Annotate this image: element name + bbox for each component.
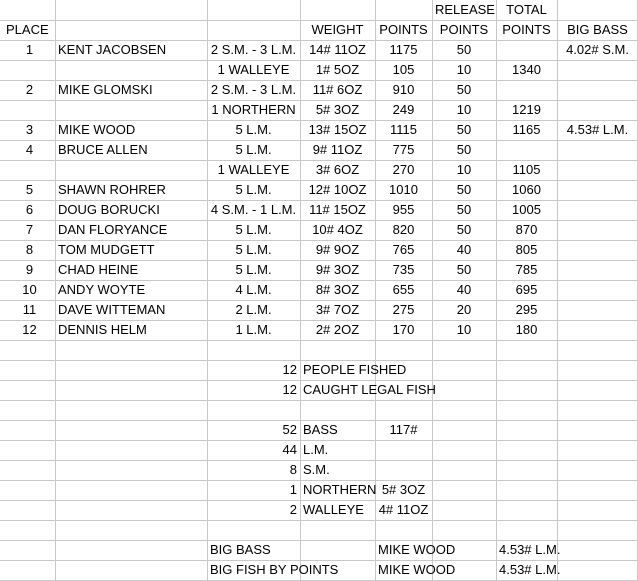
catch-cell: 5 L.M. bbox=[235, 122, 272, 137]
place-cell: 5 bbox=[25, 182, 34, 197]
release-points-cell: 40 bbox=[456, 282, 472, 297]
release-points-cell: 50 bbox=[456, 42, 472, 57]
summary-people-fished bbox=[0, 360, 638, 380]
northern-weight: 5# 3OZ bbox=[381, 482, 426, 497]
bass-label: BASS bbox=[303, 422, 338, 437]
header-release: RELEASE bbox=[435, 2, 495, 17]
release-points-cell: 10 bbox=[456, 102, 472, 117]
angler-name-cell: TOM MUDGETT bbox=[58, 242, 155, 257]
place-cell bbox=[4, 60, 55, 80]
award-big-bass-winner: MIKE WOOD bbox=[378, 542, 456, 557]
award-big-fish-label: BIG FISH BY POINTS bbox=[210, 562, 339, 577]
people-fished-count: 12 bbox=[282, 362, 297, 377]
weight-cell: 9# 3OZ bbox=[315, 262, 360, 277]
weight-cell: 3# 6OZ bbox=[315, 162, 360, 177]
big-bass-cell bbox=[557, 260, 638, 280]
total-points-cell bbox=[496, 140, 557, 160]
big-bass-cell: 4.02# S.M. bbox=[566, 42, 629, 57]
release-points-cell: 10 bbox=[456, 322, 472, 337]
caught-legal-count: 12 bbox=[282, 382, 297, 397]
summary-caught-legal bbox=[0, 380, 638, 400]
weight-cell: 13# 15OZ bbox=[308, 122, 367, 137]
big-bass-cell bbox=[557, 160, 638, 180]
weight-cell: 2# 2OZ bbox=[315, 322, 360, 337]
summary-walleye bbox=[0, 500, 638, 520]
total-points-cell: 695 bbox=[515, 282, 538, 297]
place-cell bbox=[4, 160, 55, 180]
big-bass-cell bbox=[557, 300, 638, 320]
table-row bbox=[0, 160, 638, 180]
total-points-cell bbox=[496, 40, 557, 60]
big-bass-cell bbox=[557, 80, 638, 100]
row-gridline bbox=[0, 340, 638, 341]
weight-cell: 11# 6OZ bbox=[312, 82, 363, 97]
total-points-cell: 1340 bbox=[512, 62, 541, 77]
total-points-cell: 1219 bbox=[512, 102, 541, 117]
points-cell: 170 bbox=[392, 322, 415, 337]
table-row bbox=[0, 280, 638, 300]
walleye-count: 2 bbox=[289, 502, 297, 517]
total-points-cell: 1105 bbox=[512, 162, 541, 177]
table-row bbox=[0, 180, 638, 200]
header-row-2 bbox=[0, 20, 638, 40]
place-cell: 12 bbox=[22, 322, 37, 337]
header-place: PLACE bbox=[6, 22, 49, 37]
big-bass-cell bbox=[557, 100, 638, 120]
catch-cell: 1 NORTHERN bbox=[211, 102, 296, 117]
summary-lm bbox=[0, 440, 638, 460]
big-bass-cell bbox=[557, 140, 638, 160]
weight-cell: 1# 5OZ bbox=[315, 62, 360, 77]
total-points-cell: 1005 bbox=[512, 202, 541, 217]
big-bass-cell bbox=[557, 220, 638, 240]
people-fished-label: PEOPLE FISHED bbox=[303, 362, 407, 377]
table-row bbox=[0, 40, 638, 60]
points-cell: 1115 bbox=[390, 122, 417, 137]
points-cell: 105 bbox=[392, 62, 415, 77]
big-bass-cell bbox=[557, 60, 638, 80]
points-cell: 775 bbox=[392, 142, 415, 157]
header-weight: WEIGHT bbox=[311, 22, 364, 37]
angler-name-cell: KENT JACOBSEN bbox=[58, 42, 167, 57]
northern-label: NORTHERN bbox=[303, 482, 377, 497]
points-cell: 955 bbox=[392, 202, 415, 217]
big-bass-cell bbox=[557, 320, 638, 340]
weight-cell: 11# 15OZ bbox=[309, 202, 366, 217]
points-cell: 735 bbox=[392, 262, 415, 277]
header-big-bass: BIG BASS bbox=[567, 22, 628, 37]
catch-cell: 5 L.M. bbox=[235, 262, 272, 277]
big-bass-cell bbox=[557, 240, 638, 260]
big-bass-cell bbox=[557, 180, 638, 200]
header-release-points: POINTS bbox=[439, 22, 489, 37]
header-total-points: POINTS bbox=[502, 22, 551, 37]
catch-cell: 5 L.M. bbox=[235, 182, 272, 197]
sm-count: 8 bbox=[289, 462, 297, 477]
walleye-label: WALLEYE bbox=[303, 502, 364, 517]
angler-name-cell: DAN FLORYANCE bbox=[58, 222, 168, 237]
place-cell: 4 bbox=[25, 142, 34, 157]
catch-cell: 2 L.M. bbox=[235, 302, 272, 317]
table-row bbox=[0, 80, 638, 100]
award-big-bass-value: 4.53# L.M. bbox=[499, 542, 561, 557]
header-total: TOTAL bbox=[506, 2, 547, 17]
total-points-cell: 785 bbox=[515, 262, 538, 277]
points-cell: 1010 bbox=[389, 182, 418, 197]
release-points-cell: 50 bbox=[456, 82, 472, 97]
place-cell: 11 bbox=[22, 302, 37, 317]
northern-count: 1 bbox=[289, 482, 297, 497]
catch-cell: 2 S.M. - 3 L.M. bbox=[210, 82, 297, 97]
catch-cell: 4 S.M. - 1 L.M. bbox=[210, 202, 297, 217]
points-cell: 249 bbox=[392, 102, 415, 117]
award-big-fish-value: 4.53# L.M. bbox=[499, 562, 561, 577]
table-row bbox=[0, 100, 638, 120]
angler-name-cell bbox=[55, 60, 207, 80]
release-points-cell: 50 bbox=[456, 262, 472, 277]
catch-cell: 5 L.M. bbox=[235, 242, 272, 257]
place-cell: 10 bbox=[22, 282, 37, 297]
points-cell: 655 bbox=[392, 282, 415, 297]
award-big-fish-points bbox=[0, 560, 638, 580]
place-cell: 7 bbox=[25, 222, 34, 237]
angler-name-cell: SHAWN ROHRER bbox=[58, 182, 166, 197]
points-cell: 910 bbox=[392, 82, 415, 97]
place-cell: 9 bbox=[25, 262, 34, 277]
header-points: POINTS bbox=[379, 22, 428, 37]
total-points-cell bbox=[496, 80, 557, 100]
sm-label: S.M. bbox=[303, 462, 330, 477]
angler-name-cell: CHAD HEINE bbox=[58, 262, 139, 277]
place-cell: 2 bbox=[25, 82, 34, 97]
release-points-cell: 50 bbox=[456, 142, 472, 157]
weight-cell: 10# 4OZ bbox=[312, 222, 363, 237]
angler-name-cell: BRUCE ALLEN bbox=[58, 142, 148, 157]
weight-cell: 3# 7OZ bbox=[315, 302, 360, 317]
angler-name-cell: DENNIS HELM bbox=[58, 322, 147, 337]
summary-sm bbox=[0, 460, 638, 480]
weight-cell: 14# 11OZ bbox=[309, 42, 366, 57]
big-bass-cell bbox=[557, 200, 638, 220]
place-cell: 8 bbox=[25, 242, 34, 257]
table-row bbox=[0, 200, 638, 220]
bass-weight: 117# bbox=[389, 422, 418, 437]
points-cell: 275 bbox=[392, 302, 415, 317]
catch-cell: 4 L.M. bbox=[235, 282, 272, 297]
place-cell: 6 bbox=[25, 202, 34, 217]
total-points-cell: 1060 bbox=[512, 182, 541, 197]
total-points-cell: 870 bbox=[515, 222, 538, 237]
total-points-cell: 295 bbox=[515, 302, 538, 317]
catch-cell: 1 WALLEYE bbox=[217, 62, 290, 77]
catch-cell: 1 WALLEYE bbox=[217, 162, 290, 177]
catch-cell: 2 S.M. - 3 L.M. bbox=[210, 42, 297, 57]
table-row bbox=[0, 120, 638, 140]
angler-name-cell: DAVE WITTEMAN bbox=[58, 302, 166, 317]
total-points-cell: 180 bbox=[515, 322, 538, 337]
angler-name-cell: DOUG BORUCKI bbox=[58, 202, 160, 217]
release-points-cell: 10 bbox=[456, 162, 472, 177]
award-big-bass bbox=[0, 540, 638, 560]
weight-cell: 9# 9OZ bbox=[315, 242, 360, 257]
walleye-weight: 4# 11OZ bbox=[378, 502, 429, 517]
release-points-cell: 20 bbox=[456, 302, 472, 317]
points-cell: 820 bbox=[392, 222, 415, 237]
total-points-cell: 1165 bbox=[512, 122, 541, 137]
table-row bbox=[0, 260, 638, 280]
place-cell: 3 bbox=[25, 122, 34, 137]
header-row-1 bbox=[0, 0, 638, 20]
row-gridline bbox=[0, 520, 638, 521]
table-row bbox=[0, 220, 638, 240]
table-row bbox=[0, 140, 638, 160]
summary-northern bbox=[0, 480, 638, 500]
weight-cell: 5# 3OZ bbox=[315, 102, 360, 117]
lm-count: 44 bbox=[282, 442, 297, 457]
row-gridline bbox=[0, 400, 638, 401]
total-points-cell: 805 bbox=[515, 242, 538, 257]
release-points-cell: 10 bbox=[456, 62, 472, 77]
release-points-cell: 50 bbox=[456, 222, 472, 237]
award-big-fish-winner: MIKE WOOD bbox=[378, 562, 456, 577]
weight-cell: 12# 10OZ bbox=[308, 182, 367, 197]
place-cell bbox=[4, 100, 55, 120]
angler-name-cell bbox=[55, 100, 207, 120]
weight-cell: 8# 3OZ bbox=[315, 282, 360, 297]
weight-cell: 9# 11OZ bbox=[312, 142, 363, 157]
angler-name-cell: MIKE GLOMSKI bbox=[58, 82, 153, 97]
table-row bbox=[0, 300, 638, 320]
release-points-cell: 50 bbox=[456, 122, 472, 137]
table-row bbox=[0, 60, 638, 80]
lm-label: L.M. bbox=[303, 442, 329, 457]
release-points-cell: 40 bbox=[456, 242, 472, 257]
place-cell: 1 bbox=[25, 42, 34, 57]
points-cell: 765 bbox=[392, 242, 415, 257]
caught-legal-label: CAUGHT LEGAL FISH bbox=[303, 382, 436, 397]
release-points-cell: 50 bbox=[456, 202, 472, 217]
catch-cell: 5 L.M. bbox=[235, 142, 272, 157]
release-points-cell: 50 bbox=[456, 182, 472, 197]
big-bass-cell bbox=[557, 280, 638, 300]
angler-name-cell: ANDY WOYTE bbox=[58, 282, 146, 297]
bass-count: 52 bbox=[282, 422, 297, 437]
table-row bbox=[0, 240, 638, 260]
catch-cell: 5 L.M. bbox=[235, 222, 272, 237]
angler-name-cell: MIKE WOOD bbox=[58, 122, 136, 137]
big-bass-cell: 4.53# L.M. bbox=[566, 122, 629, 137]
summary-bass bbox=[0, 420, 638, 440]
angler-name-cell bbox=[55, 160, 207, 180]
points-cell: 1175 bbox=[389, 42, 418, 57]
catch-cell: 1 L.M. bbox=[235, 322, 272, 337]
award-big-bass-label: BIG BASS bbox=[210, 542, 271, 557]
table-row bbox=[0, 320, 638, 340]
points-cell: 270 bbox=[392, 162, 415, 177]
